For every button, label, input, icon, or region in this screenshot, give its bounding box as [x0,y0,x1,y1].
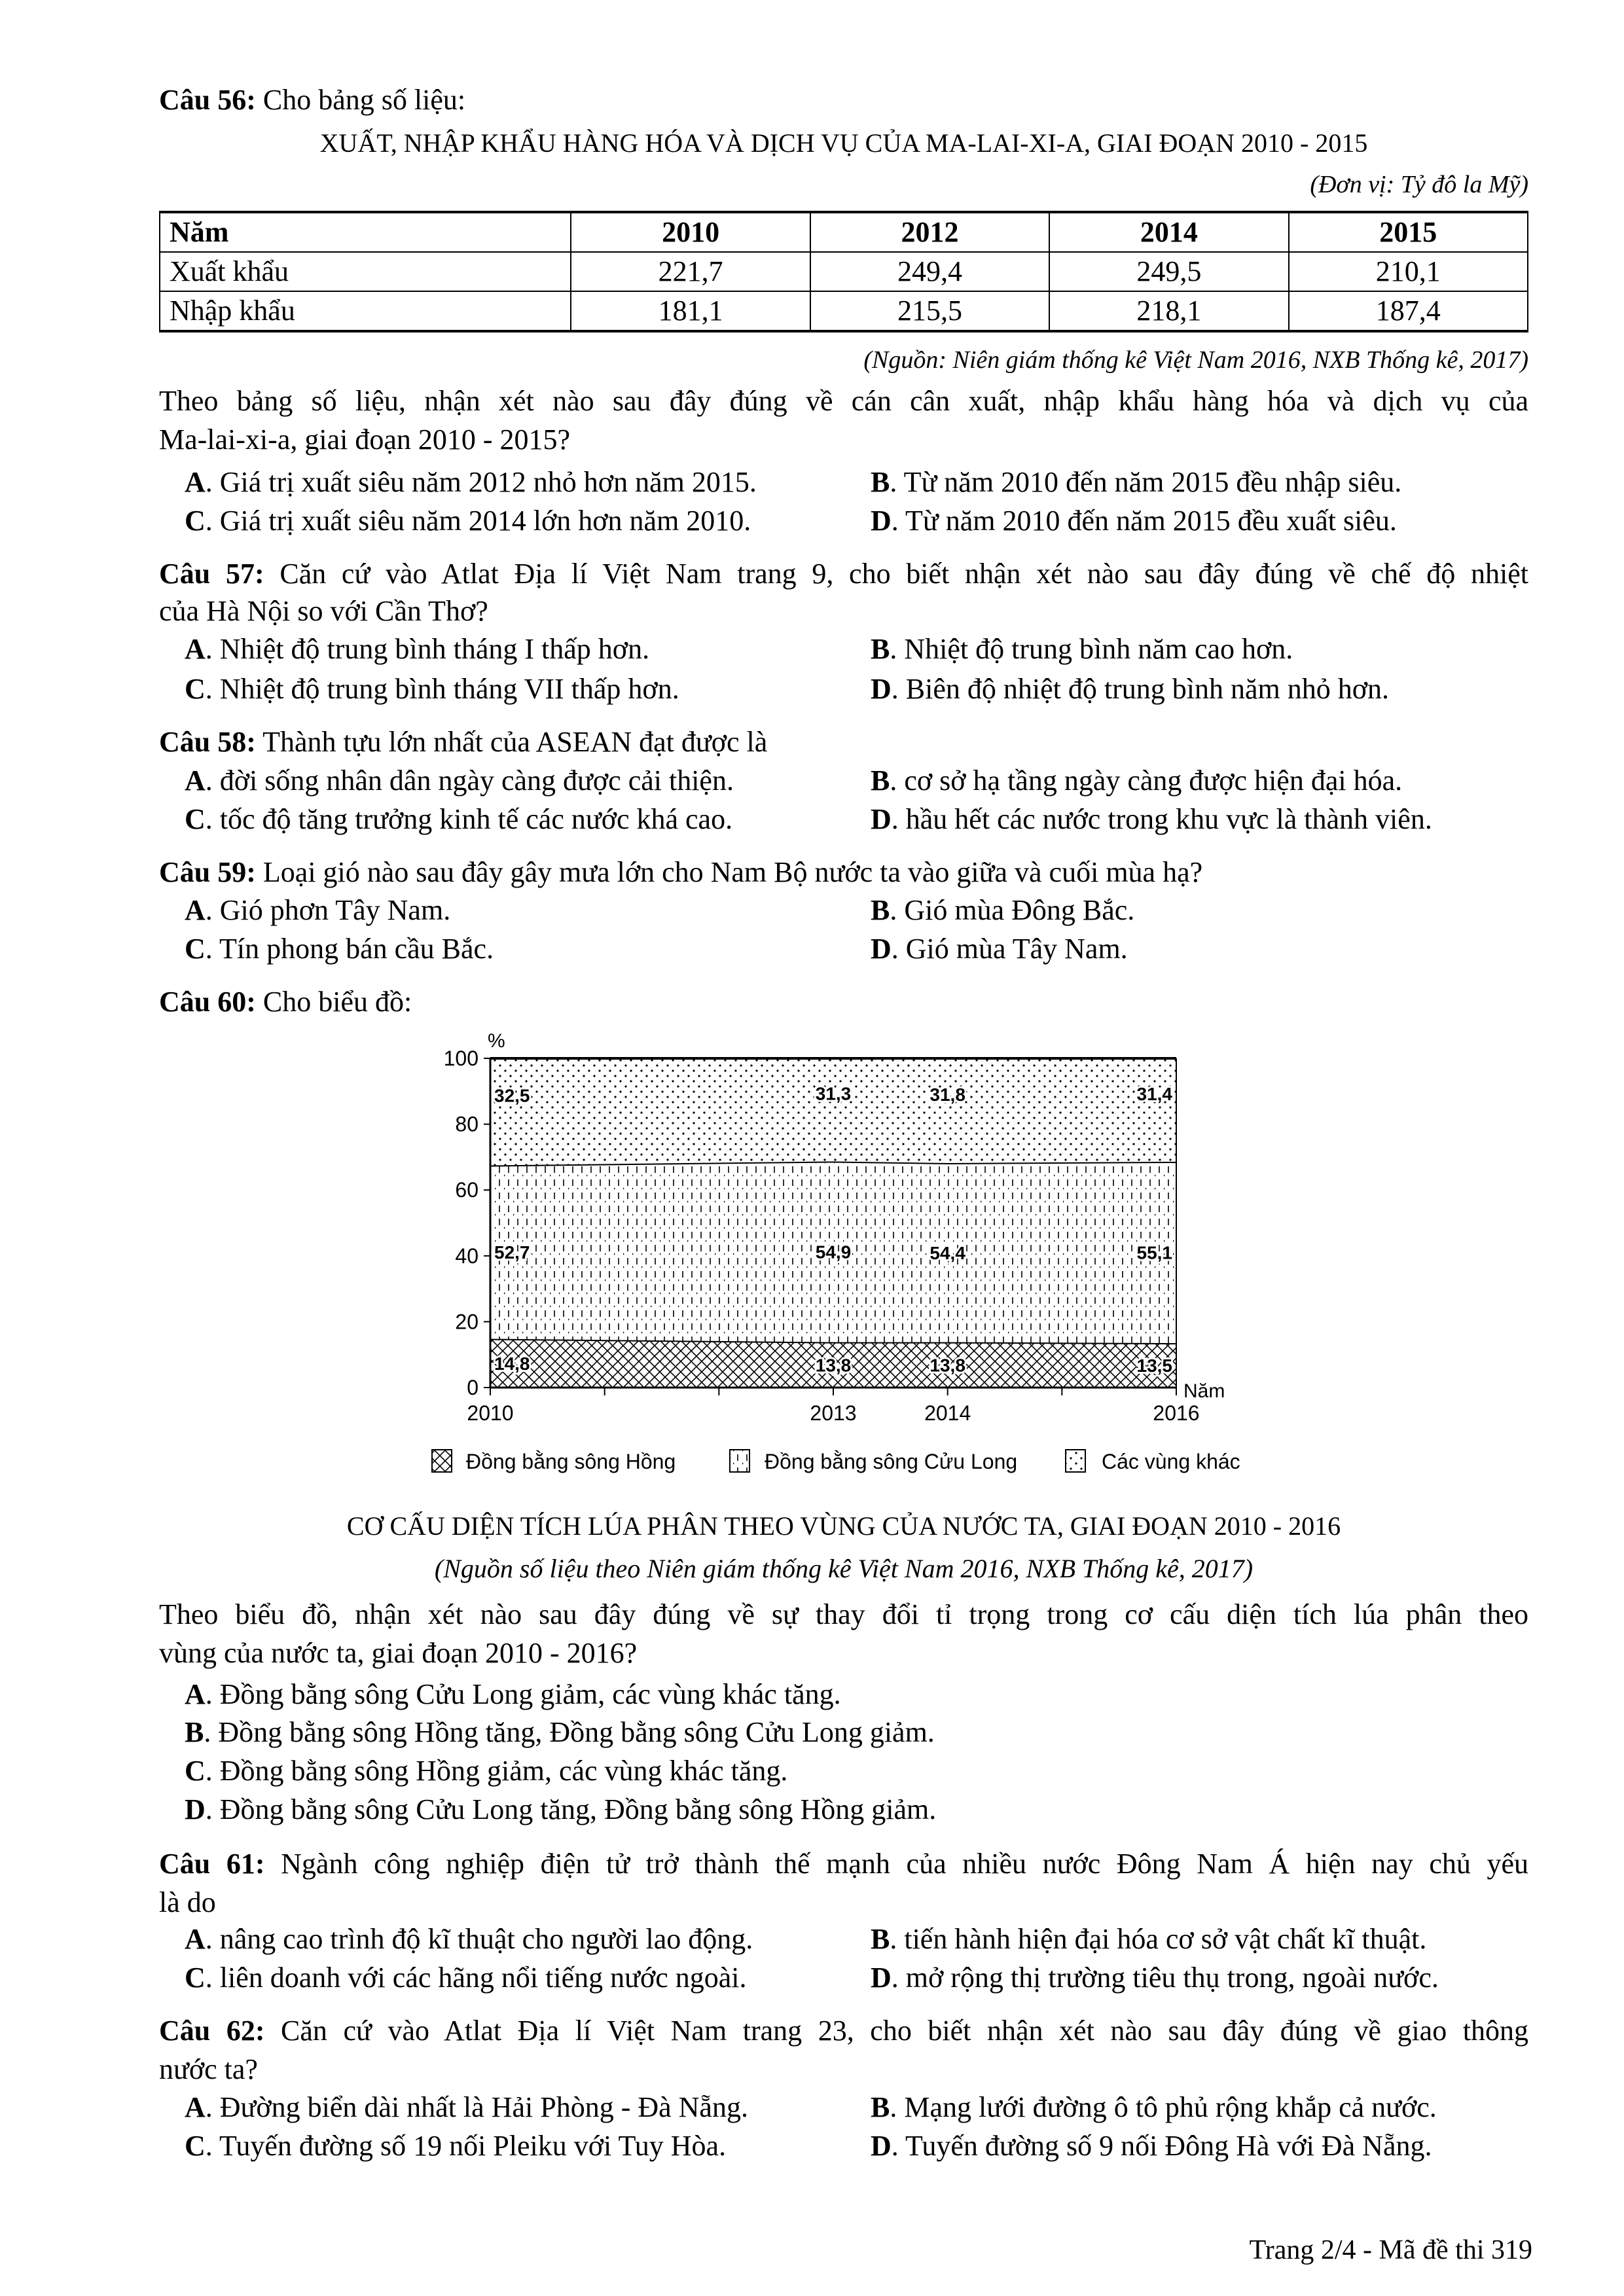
option-text: . Gió phơn Tây Nam. [205,894,451,926]
option-letter: D [871,933,892,965]
option-text: . Mạng lưới đường ô tô phủ rộng khắp cả nước. [890,2091,1437,2123]
q61-text: Ngành công nghiệp điện tử trở thành thế mạnh của nhiều nước Đông Nam Á hiện nay chủ yếu [281,1848,1529,1880]
q61-option-b[interactable] [871,1920,1426,1958]
data-label: 31,4 [1136,1083,1172,1104]
option-text: . liên doanh với các hãng nổi tiếng nước ngoài. [205,1962,747,1994]
option-text: . Từ năm 2010 đến năm 2015 đều nhập siêu. [890,466,1402,498]
option-text: . Tuyến đường số 9 nối Đông Hà với Đà Nẵng. [891,2130,1432,2162]
table-cell: 221,7 [571,252,810,291]
q56-table-title: XUẤT, NHẬP KHẨU HÀNG HÓA VÀ DỊCH VỤ CỦA MA-LAI-XI-A, GIAI ĐOẠN 2010 - 2015 [319,128,1368,158]
q57-label: Câu 57: [159,558,264,590]
option-letter: D [871,505,892,537]
data-label: 31,8 [929,1084,965,1105]
q62-option-c[interactable] [185,2127,726,2165]
option-text: . Nhiệt độ trung bình tháng VII thấp hơn. [205,673,679,705]
data-label: 55,1 [1136,1242,1172,1263]
option-letter: C [185,2130,206,2162]
option-letter: D [185,1793,206,1825]
option-text: . Gió mùa Tây Nam. [891,933,1128,965]
q60-chart-title: CƠ CẤU DIỆN TÍCH LÚA PHÂN THEO VÙNG CỦA NƯỚC TA, GIAI ĐOẠN 2010 - 2016 [346,1511,1341,1541]
q61-option-d[interactable] [871,1959,1439,1997]
table-cell: 215,5 [810,291,1049,331]
option-letter: B [871,633,890,665]
table-header: Năm [160,212,571,252]
option-text: . mở rộng thị trường tiêu thụ trong, ngoài nước. [891,1962,1439,1994]
q59-label: Câu 59: [159,856,256,888]
option-letter: B [185,1716,204,1748]
data-label: 13,8 [815,1355,852,1376]
option-letter: D [871,2130,892,2162]
table-cell: Xuất khẩu [160,252,571,291]
q57-stem-line2: của Hà Nội so với Cần Thơ? [159,595,488,627]
option-text: . cơ sở hạ tầng ngày càng được hiện đại hóa. [890,764,1403,797]
option-text: . nâng cao trình độ kĩ thuật cho người lao động. [205,1923,753,1955]
q56-source: (Nguồn: Niên giám thống kê Việt Nam 2016, NXB Thống kê, 2017) [863,346,1528,374]
option-text: . Giá trị xuất siêu năm 2014 lớn hơn năm 2010. [205,505,751,537]
option-letter: A [185,1678,206,1710]
q56-label: Câu 56: [159,84,256,116]
q62-stem-line2: nước ta? [159,2053,258,2085]
table-cell: 249,4 [810,252,1049,291]
data-label: 52,7 [494,1242,530,1263]
table-cell: 218,1 [1049,291,1288,331]
legend-label: Các vùng khác [1102,1450,1240,1473]
legend-swatch-khac [1066,1450,1085,1472]
q59-text: Loại gió nào sau đây gây mưa lớn cho Nam Bộ nước ta vào giữa và cuối mùa hạ? [262,856,1203,888]
option-letter: B [871,1923,890,1955]
x-tick-label: 2014 [924,1401,971,1425]
option-text: . Đồng bằng sông Cửu Long giảm, các vùng khác tăng. [205,1678,841,1710]
q61-stem-line1 [159,1845,1528,1883]
option-letter: B [871,764,890,797]
y-tick-label: 100 [443,1047,478,1070]
q60-option-b[interactable] [185,1713,935,1751]
y-axis-label: % [488,1030,505,1052]
legend-swatch-cuulong [730,1450,749,1472]
q60-option-d[interactable] [185,1791,936,1829]
option-text: . tiến hành hiện đại hóa cơ sở vật chất kĩ thuật. [890,1923,1427,1955]
x-tick-label: 2013 [810,1401,857,1425]
table-cell: 187,4 [1289,291,1528,331]
option-letter: B [871,894,890,926]
y-tick-label: 60 [455,1178,478,1202]
q57-text: Căn cứ vào Atlat Địa lí Việt Nam trang 9, cho biết nhận xét nào sau đây đúng về chế độ nhiệt [280,558,1528,590]
q62-stem-line1 [159,2012,1528,2050]
option-text: . Gió mùa Đông Bắc. [890,894,1135,926]
q62-option-d[interactable] [871,2127,1432,2165]
legend-label: Đồng bằng sông Cửu Long [765,1450,1018,1473]
option-text: . hầu hết các nước trong khu vực là thành viên. [891,803,1432,835]
q61-stem-line2: là do [159,1886,216,1918]
q61-option-a[interactable] [185,1920,753,1958]
option-letter: C [185,505,206,537]
q60-question-line1: Theo biểu đồ, nhận xét nào sau đây đúng về sự thay đổi tỉ trọng trong cơ cấu diện tích lúa phân theo [159,1598,1528,1630]
q62-text: Căn cứ vào Atlat Địa lí Việt Nam trang 23, cho biết nhận xét nào sau đây đúng về giao thông [281,2015,1528,2047]
area-cac-vung-khac [490,1058,1176,1165]
data-label: 54,9 [815,1242,852,1263]
option-letter: A [185,466,206,498]
option-letter: A [185,2091,206,2123]
option-letter: A [185,1923,206,1955]
option-text: . Giá trị xuất siêu năm 2012 nhỏ hơn năm 2015. [205,466,757,498]
option-letter: D [871,803,892,835]
data-label: 31,3 [815,1083,852,1104]
option-text: . Đồng bằng sông Hồng giảm, các vùng khác tăng. [205,1755,788,1787]
q62-option-a[interactable] [185,2089,748,2126]
data-label: 54,4 [929,1242,965,1263]
option-letter: D [871,673,892,705]
table-cell: 181,1 [571,291,810,331]
data-label: 32,5 [494,1085,530,1106]
q60-option-a[interactable] [185,1676,841,1713]
legend-swatch-hong [432,1450,452,1472]
table-cell: 210,1 [1289,252,1528,291]
q58-text: Thành tựu lớn nhất của ASEAN đạt được là [262,726,768,758]
y-tick-label: 20 [455,1310,478,1334]
option-text: . Đồng bằng sông Hồng tăng, Đồng bằng sông Cửu Long giảm. [204,1716,935,1748]
option-letter: A [185,894,206,926]
option-text: . Nhiệt độ trung bình năm cao hơn. [890,633,1293,665]
y-tick-label: 80 [455,1112,478,1136]
option-text: . tốc độ tăng trưởng kinh tế các nước khá cao. [205,803,733,835]
option-letter: C [185,803,206,835]
table-header: 2010 [571,212,810,252]
option-text: . đời sống nhân dân ngày càng được cải thiện. [205,764,734,797]
q60-label: Câu 60: [159,986,256,1018]
x-axis-label: Năm [1183,1380,1225,1402]
q56-unit: (Đơn vị: Tỷ đô la Mỹ) [1310,171,1528,198]
table-header: 2015 [1289,212,1528,252]
x-tick-label: 2010 [467,1401,514,1425]
table-cell: Nhập khẩu [160,291,571,331]
data-label: 14,8 [494,1353,530,1374]
table-header: 2014 [1049,212,1288,252]
data-label: 13,8 [929,1355,965,1376]
q56-question-line1: Theo bảng số liệu, nhận xét nào sau đây đúng về cán cân xuất, nhập khẩu hàng hóa và dịch vụ của [159,385,1528,417]
option-text: . Đồng bằng sông Cửu Long tăng, Đồng bằng sông Hồng giảm. [205,1793,937,1825]
option-letter: A [185,633,206,665]
option-text: . Biên độ nhiệt độ trung bình năm nhỏ hơn. [891,673,1389,705]
option-letter: B [871,2091,890,2123]
option-letter: D [871,1962,892,1994]
option-letter: C [185,1962,206,1994]
option-text: . Từ năm 2010 đến năm 2015 đều xuất siêu. [891,505,1397,537]
y-tick-label: 0 [467,1376,478,1399]
q60-source: (Nguồn số liệu theo Niên giám thống kê Việt Nam 2016, NXB Thống kê, 2017) [434,1554,1254,1583]
q56-question-line2: Ma-lai-xi-a, giai đoạn 2010 - 2015? [159,423,571,456]
option-text: . Tuyến đường số 19 nối Pleiku với Tuy Hòa. [205,2130,727,2162]
table-header: 2012 [810,212,1049,252]
data-label: 13,5 [1136,1355,1172,1376]
q61-label: Câu 61: [159,1848,265,1880]
option-text: . Nhiệt độ trung bình tháng I thấp hơn. [205,633,650,665]
table-cell: 249,5 [1049,252,1288,291]
q60-option-c[interactable] [185,1752,787,1790]
x-tick-label: 2016 [1153,1401,1200,1425]
option-letter: A [185,764,206,797]
page-footer: Trang 2/4 - Mã đề thi 319 [1249,2235,1532,2265]
option-letter: B [871,466,890,498]
legend-label: Đồng bằng sông Hồng [466,1450,676,1473]
q62-label: Câu 62: [159,2015,265,2047]
q62-option-b[interactable] [871,2089,1437,2126]
q60-question-line2: vùng của nước ta, giai đoạn 2010 - 2016? [159,1637,638,1669]
q61-option-c[interactable] [185,1959,747,1997]
q58-label: Câu 58: [159,726,256,758]
y-tick-label: 40 [455,1244,478,1268]
option-text: . Đường biển dài nhất là Hải Phòng - Đà Nẵng. [205,2091,748,2123]
option-letter: C [185,933,206,965]
q56-stem-text: Cho bảng số liệu: [262,84,466,116]
q60-text: Cho biểu đồ: [262,986,412,1018]
option-text: . Tín phong bán cầu Bắc. [205,933,494,965]
option-letter: C [185,673,206,705]
option-letter: C [185,1755,206,1787]
